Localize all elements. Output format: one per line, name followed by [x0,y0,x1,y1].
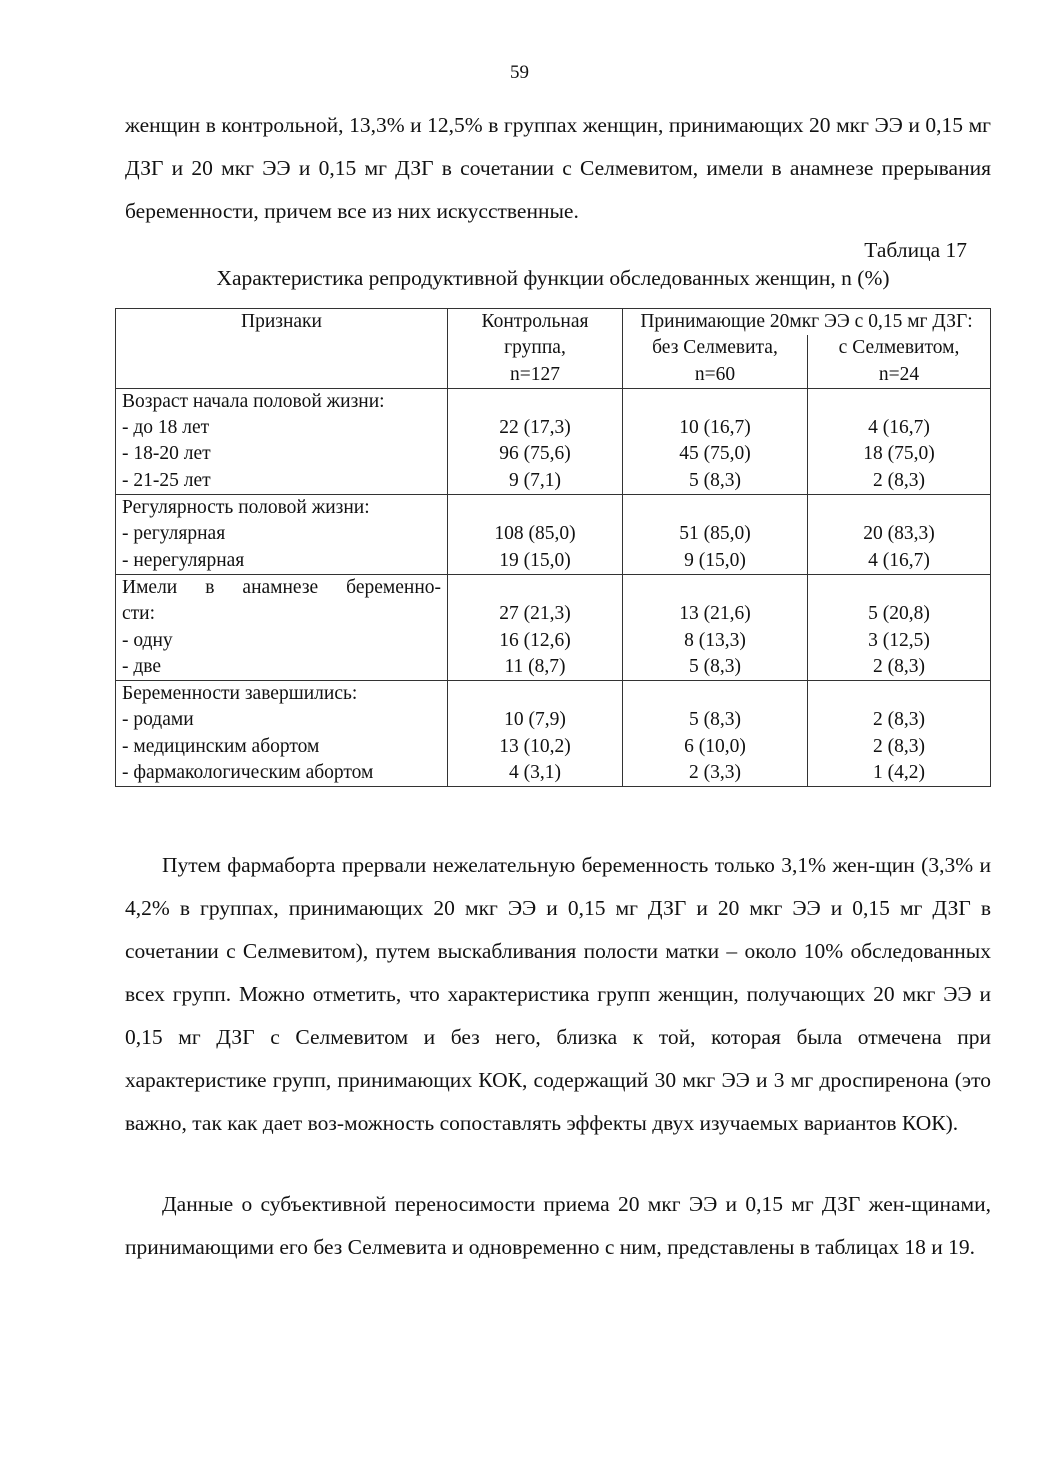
group-pregnancies-without [623,574,808,680]
group-age-with [808,388,991,494]
header-without-line2: n=60 [694,363,736,385]
cell-value: 4 (16,7) [868,549,930,571]
group-pregnancies-labels [116,574,448,680]
header-control-line3: n=127 [510,363,560,385]
cell-value: 22 (17,3) [499,417,571,439]
cell-value: 27 (21,3) [499,603,571,625]
cell-value: 5 (8,3) [689,469,741,491]
group-title: Возраст начала половой жизни: [122,390,385,412]
cell-value: 51 (85,0) [679,523,751,545]
group-title: Регулярность половой жизни: [122,497,370,519]
group-regularity-without [623,495,808,575]
page-number: 59 [510,62,529,83]
cell-value: 9 (15,0) [684,549,746,571]
cell-value: 19 (15,0) [499,549,571,571]
group-title: Имели в анамнезе беременно- [122,576,441,598]
row-label: - фармакологическим абортом [122,762,374,784]
header-without [623,335,808,388]
table-header-row [116,309,991,336]
table-title: Характеристика репродуктивной функции обследованных женщин, n (%) [216,266,890,290]
row-label: - 18-20 лет [122,443,211,465]
cell-value: 10 (16,7) [679,417,751,439]
row-label: - 21-25 лет [122,469,211,491]
cell-value: 18 (75,0) [863,443,935,465]
group-age-control [448,388,623,494]
cell-value: 6 (10,0) [684,735,746,757]
row-label: - медицинским абортом [122,735,320,757]
cell-value: 108 (85,0) [494,523,576,545]
row-label: - регулярная [122,523,226,545]
group-age-without [623,388,808,494]
header-with [808,335,991,388]
cell-value: 2 (8,3) [873,735,925,757]
header-with-line1: с Селмевитом, [838,337,960,359]
cell-value: 10 (7,9) [504,709,566,731]
group-outcomes-without [623,681,808,787]
cell-value: 16 (12,6) [499,629,571,651]
cell-value: 9 (7,1) [509,469,561,491]
header-control-line1: Контрольная [481,311,589,332]
cell-value: 4 (16,7) [868,417,930,439]
group-pregnancies-control [448,574,623,680]
group-title-continued: сти: [122,603,156,625]
cell-value: 2 (8,3) [873,709,925,731]
group-title: Беременности завершились: [122,683,358,705]
paragraph-top: женщин в контрольной, 13,3% и 12,5% в группах женщин, принимающих 20 мкг ЭЭ и 0,15 мг ДЗГ и 20 мкг ЭЭ и 0,15 мг ДЗГ в сочетании с Селмевитом, имели в анамнезе прерывания беременности, причем все из них искусственные. [125,113,991,223]
row-label: - нерегулярная [122,549,245,571]
group-outcomes-with [808,681,991,787]
paragraph-bottom: Данные о субъективной переносимости приема 20 мкг ЭЭ и 0,15 мг ДЗГ жен-щинами, принимающими его без Селмевита и одновременно с ним, представлены в таблицах 18 и 19. [125,1192,991,1259]
header-taking-text: Принимающие 20мкг ЭЭ с 0,15 мг ДЗГ: [640,311,973,332]
header-taking [623,309,991,336]
cell-value: 2 (8,3) [873,469,925,491]
row-label: - до 18 лет [122,417,210,439]
group-regularity-with [808,495,991,575]
cell-value: 45 (75,0) [679,443,751,465]
cell-value: 20 (83,3) [863,523,935,545]
cell-value: 4 (3,1) [509,762,561,784]
row-label: - одну [122,629,173,651]
group-outcomes-control [448,681,623,787]
table-row-group-regularity [116,495,991,575]
table-row-group-outcomes [116,681,991,787]
header-control [448,309,623,389]
table-number: Таблица 17 [864,238,967,262]
cell-value: 2 (3,3) [689,762,741,784]
cell-value: 8 (13,3) [684,629,746,651]
group-regularity-control [448,495,623,575]
cell-value: 11 (8,7) [504,655,566,677]
row-label: - две [122,655,162,677]
header-control-line2: группа, [504,337,566,359]
header-without-line1: без Селмевита, [652,337,778,359]
cell-value: 3 (12,5) [868,629,930,651]
paragraph-mid: Путем фармаборта прервали нежелательную беременность только 3,1% жен-щин (3,3% и 4,2% в группах, принимающих 20 мкг ЭЭ и 0,15 мг ДЗГ и 20 мкг ЭЭ и 0,15 мг ДЗГ в сочетании с Селмевитом), путем выскабливания полости матки – около 10% обследованных всех групп. Можно отметить, что характеристика групп женщин, получающих 20 мкг ЭЭ и 0,15 мг ДЗГ с Селмевитом и без него, близка к той, которая была отмечена при характеристике групп, принимающих КОК, содержащий 30 мкг ЭЭ и 3 мг дроспиренона (это важно, так как дает воз-можность сопоставлять эффекты двух изучаемых вариантов КОК). [125,853,991,1135]
cell-value: 13 (10,2) [499,735,571,757]
cell-value: 96 (75,6) [499,443,571,465]
reproductive-function-table [115,308,991,787]
group-regularity-labels [116,495,448,575]
row-label: - родами [122,709,194,731]
table-row-group-pregnancies [116,574,991,680]
cell-value: 5 (20,8) [868,603,930,625]
group-age-labels [116,388,448,494]
header-signs [116,309,448,389]
cell-value: 13 (21,6) [679,603,751,625]
table-row-group-age [116,388,991,494]
cell-value: 1 (4,2) [873,762,925,784]
cell-value: 2 (8,3) [873,655,925,677]
header-with-line2: n=24 [878,363,920,385]
group-pregnancies-with [808,574,991,680]
header-signs-text: Признаки [241,311,322,332]
cell-value: 5 (8,3) [689,709,741,731]
cell-value: 5 (8,3) [689,655,741,677]
group-outcomes-labels [116,681,448,787]
